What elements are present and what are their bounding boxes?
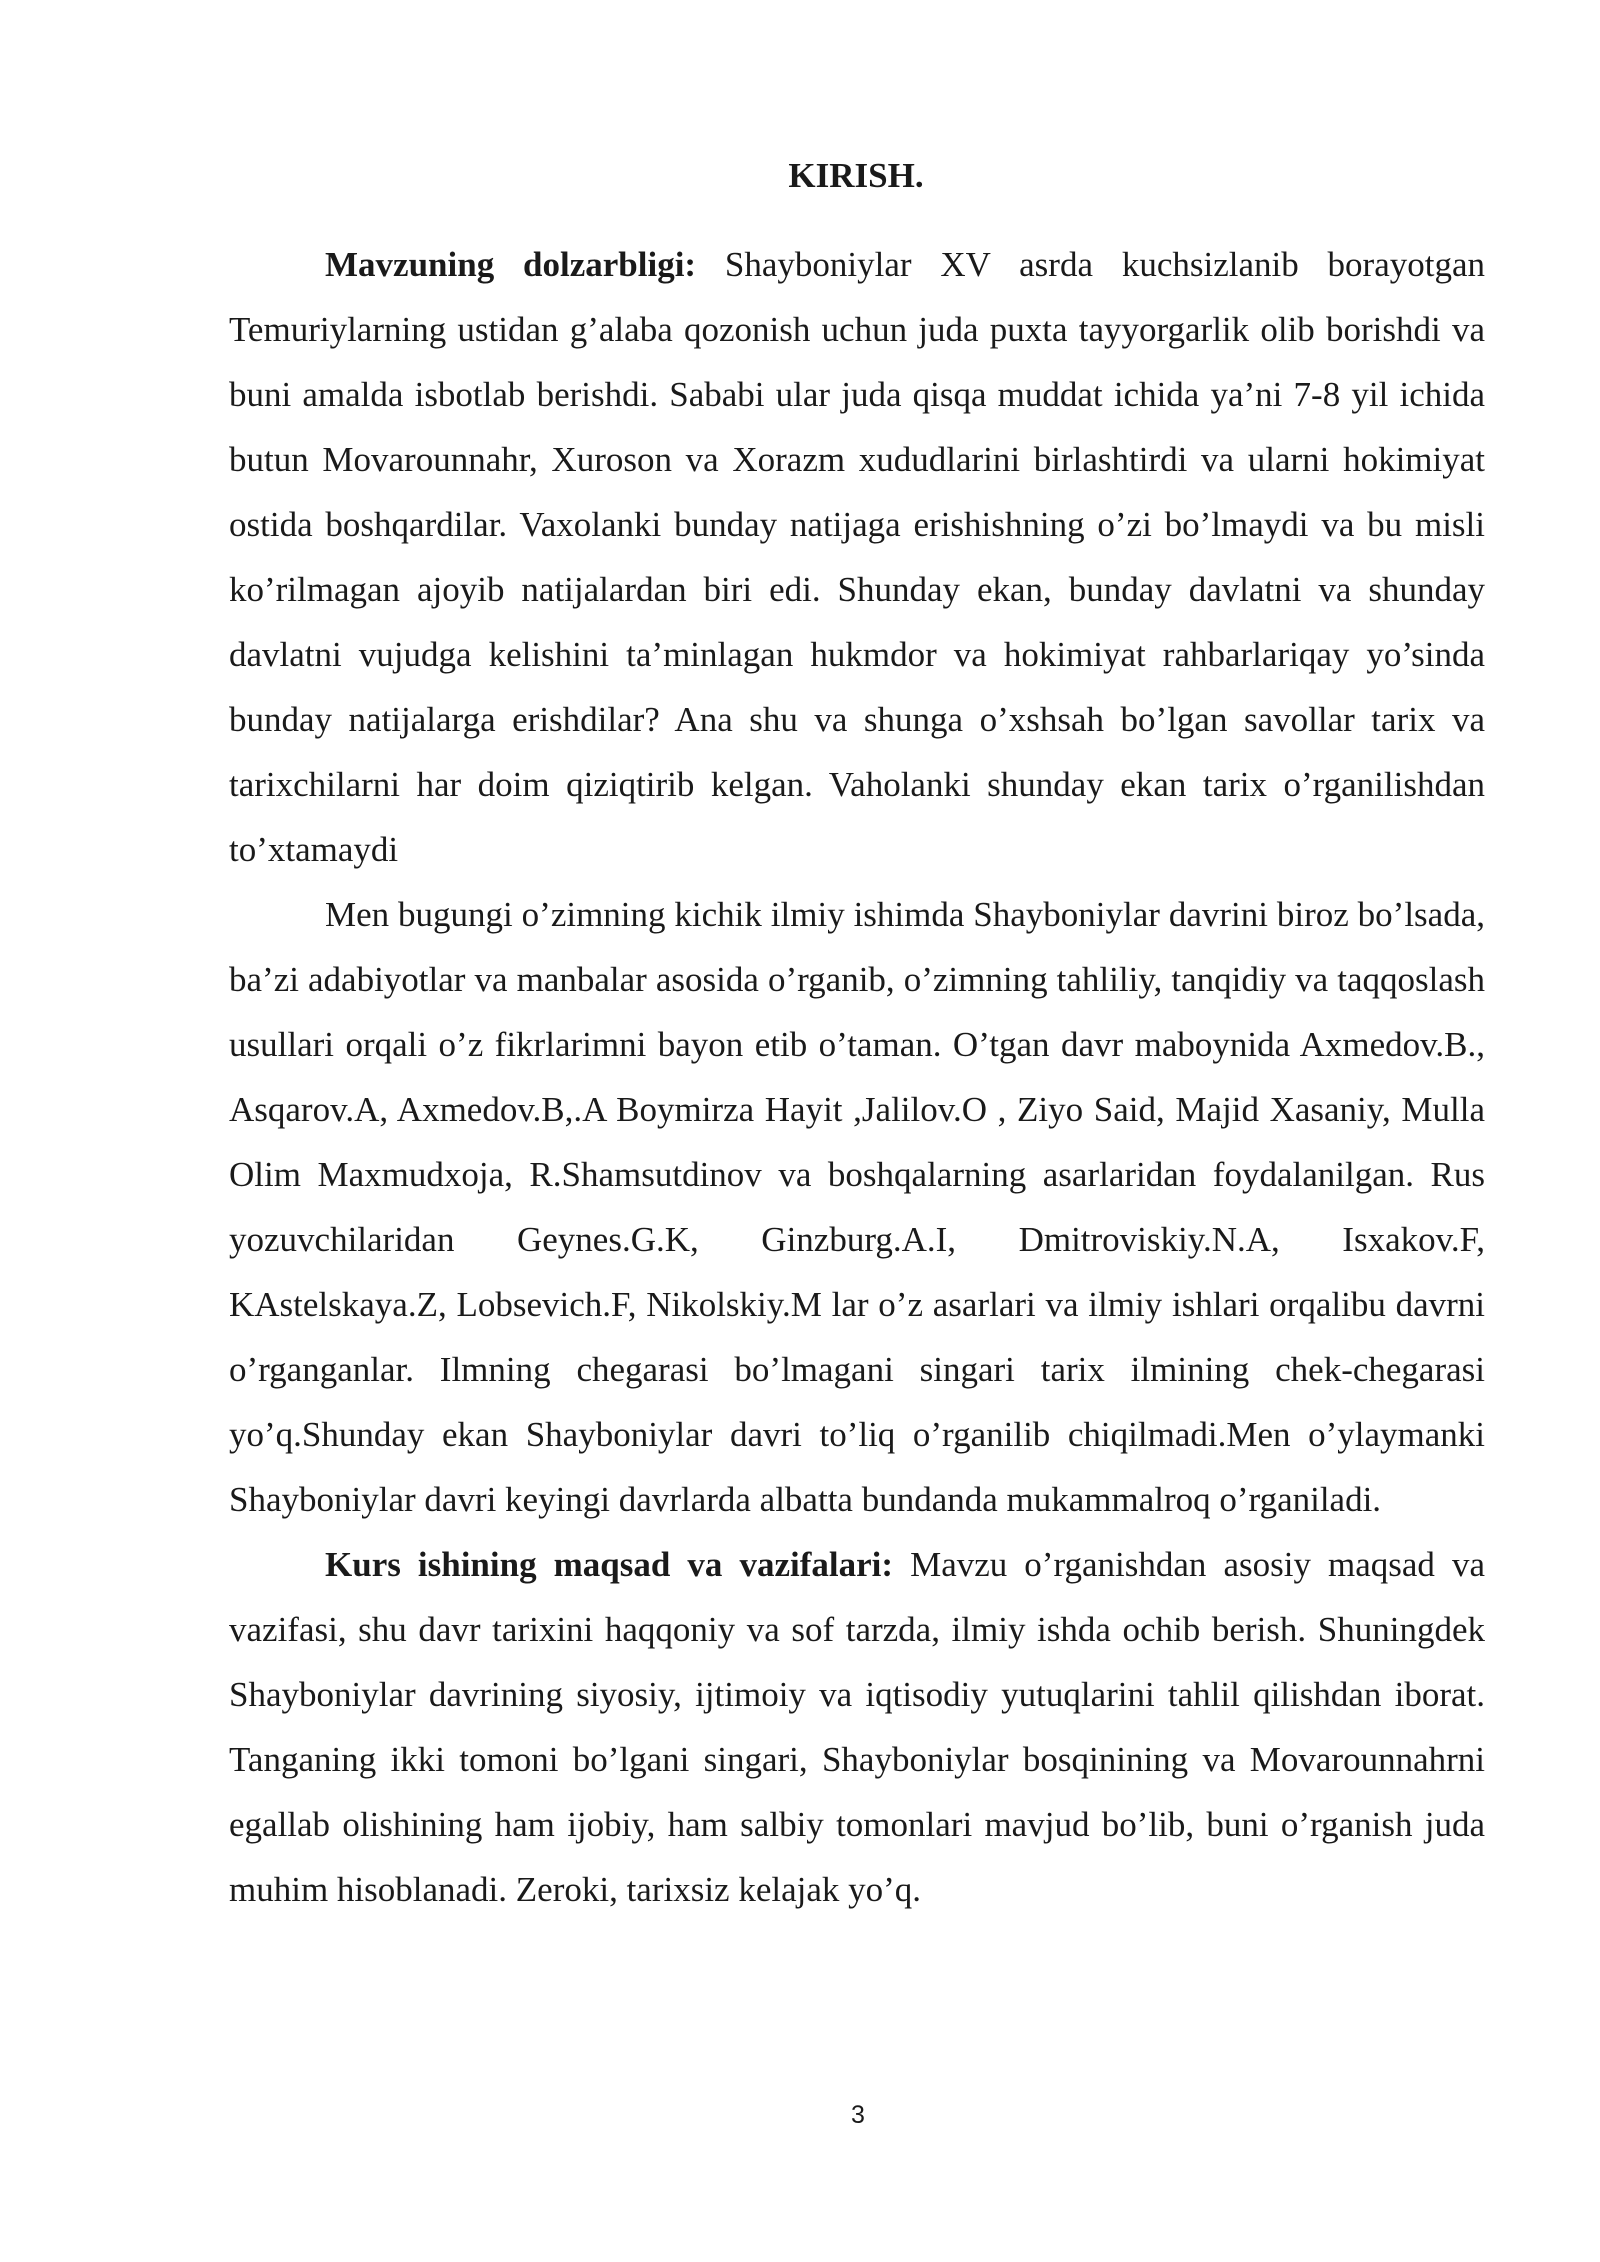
page-number: 3 bbox=[851, 2101, 865, 2129]
paragraph-text: Men bugungi o’zimning kichik ilmiy ishimda Shayboniylar davrini biroz bo’lsada, ba’zi adabiyotlar va manbalar asosida o’rganib, o’zimning tahliliy, tanqidiy va taqqoslash usullari orqali o’z fikrlarimni bayon etib o’taman. O’tgan davr maboynida Axmedov.B., Asqarov.A, Axmedov.B,.A Boymirza Hayit ,Jalilov.O , Ziyo Said, Majid Xasaniy, Mulla Olim Maxmudxoja, R.Shamsutdinov va boshqalarning asarlaridan foydalanilgan. Rus yozuvchilaridan Geynes.G.K, Ginzburg.A.I, Dmitroviskiy.N.A, Isxakov.F, KAstelskaya.Z, Lobsevich.F, Nikolskiy.M lar o’z asarlari va ilmiy ishlari orqalibu davrni o’rganganlar. Ilmning chegarasi bo’lmagani singari tarix ilmining chek-chegarasi yo’q.Shunday ekan Shayboniylar davri to’liq o’rganilib chiqilmadi.Men o’ylaymanki Shayboniylar davri keyingi davrlarda albatta bundanda mukammalroq o’rganiladi. bbox=[229, 895, 1485, 1519]
page-heading: KIRISH. bbox=[788, 156, 924, 195]
paragraph-relevance bbox=[229, 232, 1485, 882]
paragraph-text: Mavzu o’rganishdan asosiy maqsad va vazifasi, shu davr tarixini haqqoniy va sof tarzda, ilmiy ishda ochib berish. Shuningdek Shayboniylar davrining siyosiy, ijtimoiy va iqtisodiy yutuqlarini tahlil qilishdan iborat. Tanganing ikki tomoni bo’lgani singari, Shayboniylar bosqinining va Movarounnahrni egallab olishining ham ijobiy, ham salbiy tomonlari mavjud bo’lib, buni o’rganish juda muhim hisoblanadi. Zeroki, tarixsiz kelajak yo’q. bbox=[229, 1545, 1486, 1909]
paragraph-sources bbox=[229, 882, 1485, 1532]
document-body bbox=[229, 232, 1485, 1922]
paragraph-text: Shayboniylar XV asrda kuchsizlanib borayotgan Temuriylarning ustidan g’alaba qozonish uchun juda puxta tayyorgarlik olib borishdi va buni amalda isbotlab berishdi. Sababi ular juda qisqa muddat ichida ya’ni 7-8 yil ichida butun Movarounnahr, Xuroson va Xorazm xududlarini birlashtirdi va ularni hokimiyat ostida boshqardilar. Vaxolanki bunday natijaga erishishning o’zi bo’lmaydi va bu misli ko’rilmagan ajoyib natijalardan biri edi. Shunday ekan, bunday davlatni va shunday davlatni vujudga kelishini ta’minlagan hukmdor va hokimiyat rahbarlariqay yo’sinda bunday natijalarga erishdilar? Ana shu va shunga o’xshsah bo’lgan savollar tarix va tarixchilarni har doim qiziqtirib kelgan. Vaholanki shunday ekan tarix o’rganilishdan to’xtamaydi bbox=[229, 245, 1485, 869]
paragraph-objectives bbox=[229, 1532, 1485, 1922]
paragraph-lead: Kurs ishining maqsad va vazifalari: bbox=[325, 1545, 894, 1584]
paragraph-lead: Mavzuning dolzarbligi: bbox=[325, 245, 697, 284]
